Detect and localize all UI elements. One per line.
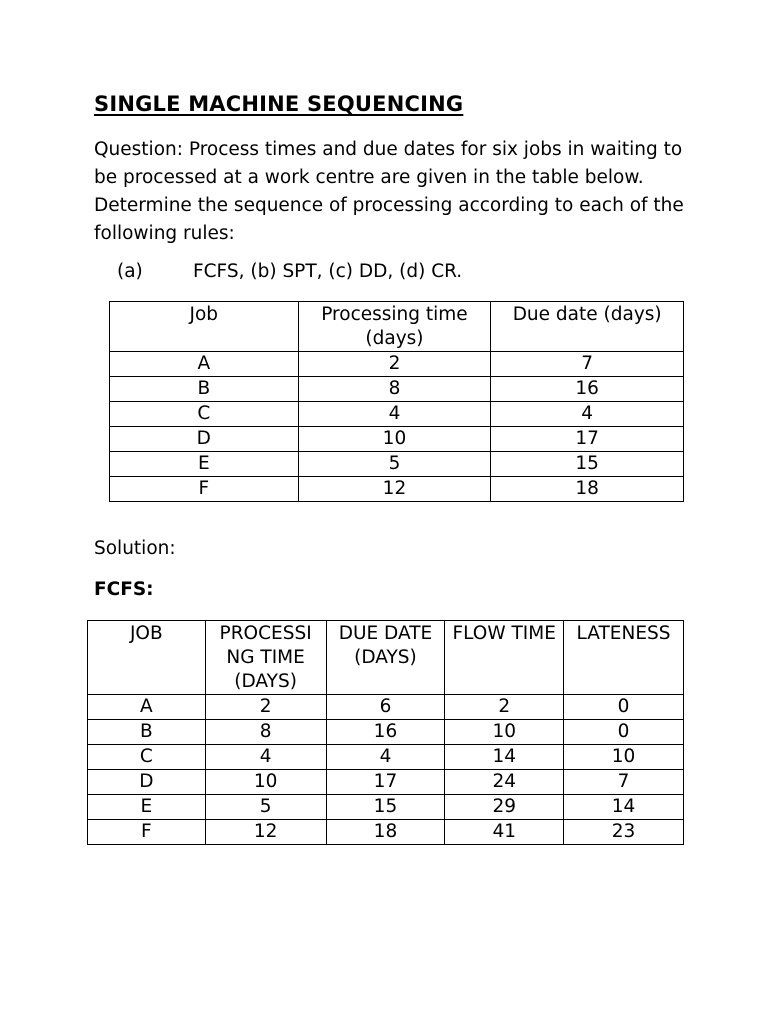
table-cell: 0 [564,695,684,720]
table-cell: 17 [491,427,684,452]
header-lateness: LATENESS [564,621,684,695]
header-job: JOB [88,621,206,695]
table-cell: 4 [205,745,326,770]
fcfs-table [87,620,684,845]
table-cell: 23 [564,820,684,845]
table-cell: 0 [564,720,684,745]
question-text: Question: Process times and due dates for six jobs in waiting to be processed at a work centre are given in the table below. Determine the sequence of processing according to each of the following rules: [94,139,684,244]
table-cell: C [110,402,299,427]
table-cell: 2 [298,352,491,377]
table-cell: 5 [298,452,491,477]
table-cell: 10 [564,745,684,770]
table-row [88,795,684,820]
table-cell: 12 [298,477,491,502]
table-cell: B [88,720,206,745]
fcfs-heading: FCFS: [94,579,154,600]
table-cell: 8 [298,377,491,402]
table-cell: 16 [491,377,684,402]
table-row [88,720,684,745]
table-cell: C [88,745,206,770]
fcfs-table-header-row [88,621,684,695]
table-row [110,427,684,452]
table-cell: 7 [564,770,684,795]
table-row [88,745,684,770]
table-cell: F [110,477,299,502]
header-job: Job [110,302,299,352]
table-cell: 10 [445,720,564,745]
table-cell: 5 [205,795,326,820]
table-cell: E [88,795,206,820]
table-cell: A [88,695,206,720]
table-cell: 8 [205,720,326,745]
table-row [110,352,684,377]
table-cell: D [88,770,206,795]
header-due-date: Due date (days) [491,302,684,352]
table-cell: E [110,452,299,477]
rules-tag: (a) [117,261,143,282]
table-cell: 18 [326,820,445,845]
jobs-table [109,301,684,502]
solution-label: Solution: [94,538,176,559]
table-cell: F [88,820,206,845]
table-cell: 18 [491,477,684,502]
table-cell: B [110,377,299,402]
rules-text: FCFS, (b) SPT, (c) DD, (d) CR. [193,261,463,282]
table-row [88,820,684,845]
table-cell: 16 [326,720,445,745]
table-cell: 17 [326,770,445,795]
header-flow-time: FLOW TIME [445,621,564,695]
table-cell: 4 [491,402,684,427]
header-processing-time: Processing time (days) [298,302,491,352]
table-cell: 10 [298,427,491,452]
table-cell: 2 [205,695,326,720]
table-cell: 14 [445,745,564,770]
table-cell: 29 [445,795,564,820]
table-cell: 2 [445,695,564,720]
table-cell: 14 [564,795,684,820]
jobs-table-header-row [110,302,684,352]
table-row [110,477,684,502]
table-cell: 12 [205,820,326,845]
table-row [88,770,684,795]
header-due-date: DUE DATE (DAYS) [326,621,445,695]
table-row [110,402,684,427]
table-cell: A [110,352,299,377]
table-cell: 4 [298,402,491,427]
table-cell: 4 [326,745,445,770]
table-cell: 24 [445,770,564,795]
table-cell: 7 [491,352,684,377]
table-cell: 10 [205,770,326,795]
table-row [110,377,684,402]
page-title: SINGLE MACHINE SEQUENCING [94,92,464,116]
table-row [110,452,684,477]
table-cell: 41 [445,820,564,845]
table-row [88,695,684,720]
table-cell: 15 [326,795,445,820]
rules-line [117,259,462,285]
table-cell: 6 [326,695,445,720]
table-cell: D [110,427,299,452]
table-cell: 15 [491,452,684,477]
header-processing-time: PROCESSI NG TIME (DAYS) [205,621,326,695]
